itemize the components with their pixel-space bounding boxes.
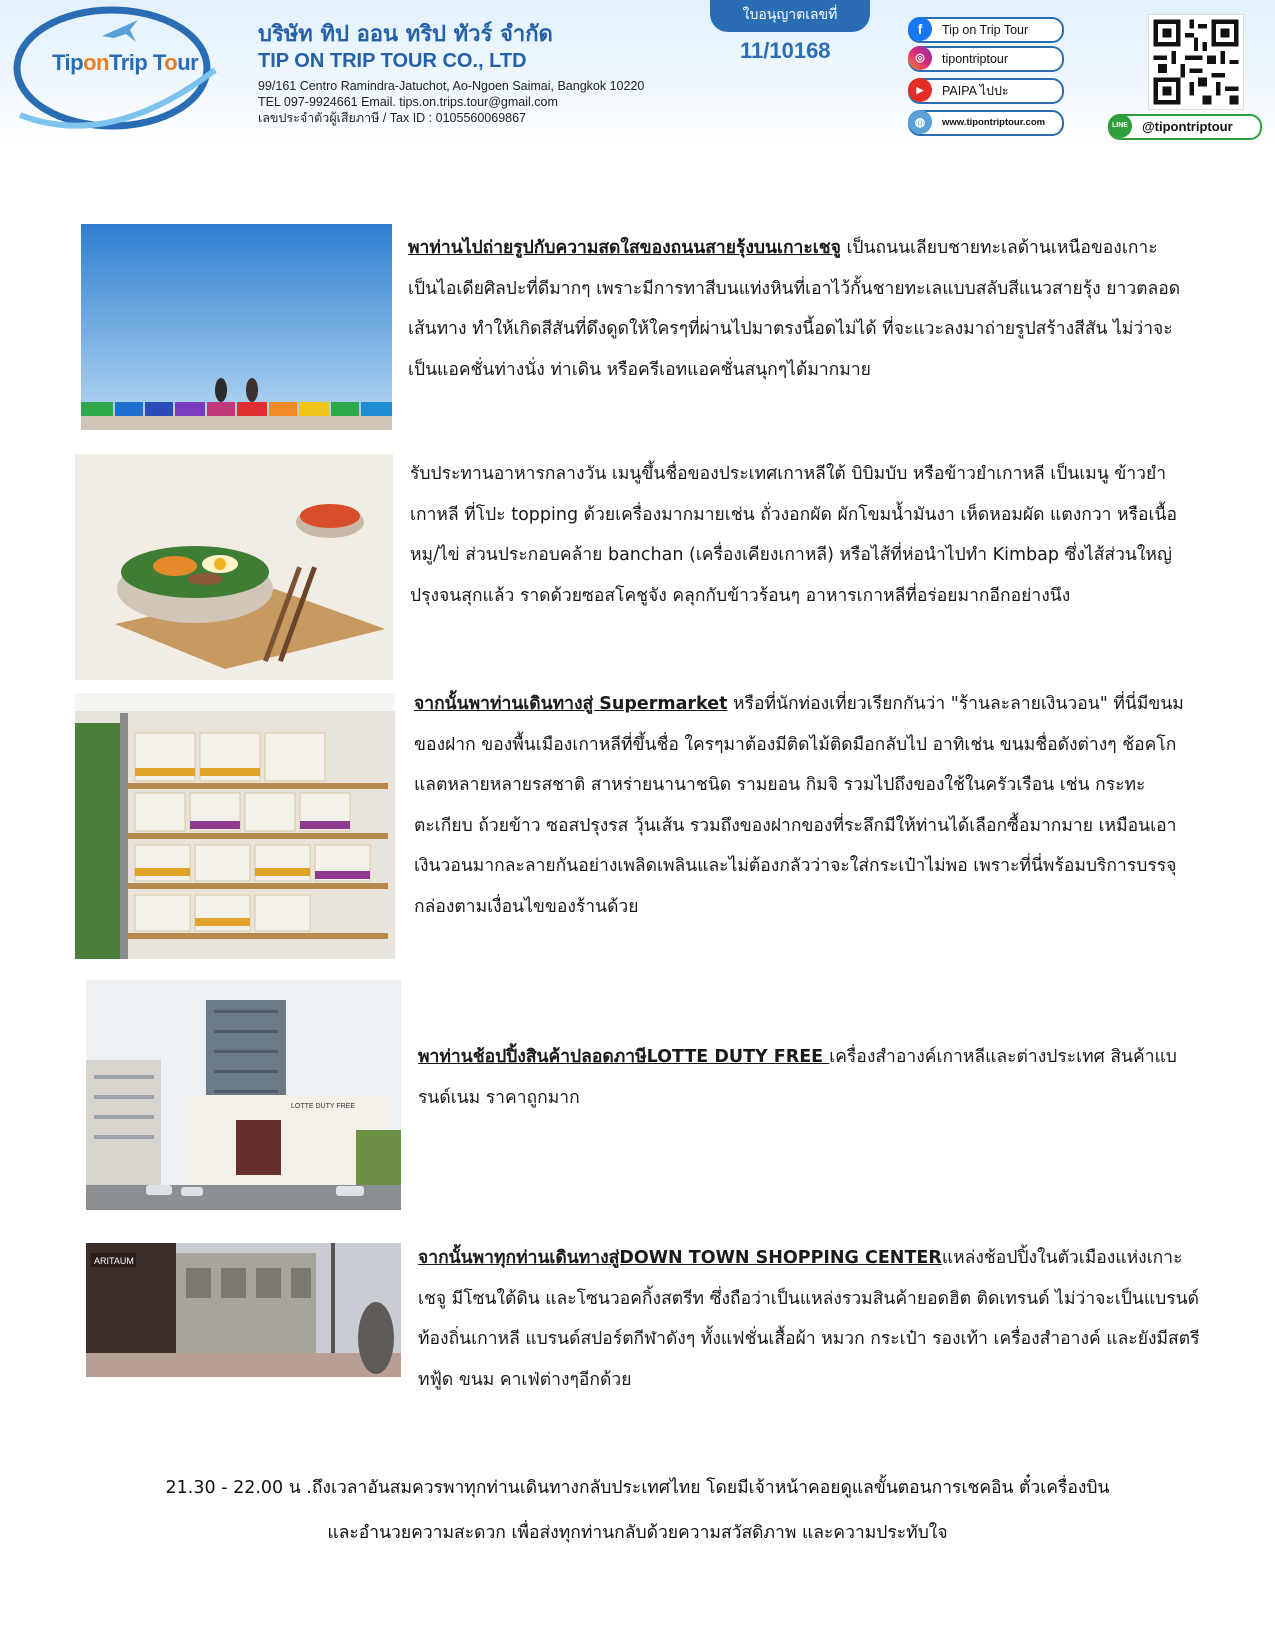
supermarket-photo	[75, 693, 395, 959]
license-number: 11/10168	[740, 38, 831, 63]
company-address-block	[258, 78, 644, 126]
duty-free-sign: LOTTE DUTY FREE	[291, 1103, 356, 1110]
company-name-thai: บริษัท ทิป ออน ทริป ทัวร์ จำกัด	[258, 22, 553, 47]
rainbow-road-photo	[81, 224, 392, 430]
license-label: ใบอนุญาตเลขที่	[710, 0, 870, 32]
line-link[interactable]: LINE @tipontriptour	[1108, 114, 1262, 140]
qr-code[interactable]	[1148, 14, 1244, 110]
address-line: 99/161 Centro Ramindra-Jatuchot, Ao-Ngoen Saimai, Bangkok 10220	[258, 79, 645, 93]
downtown-shopping-paragraph: จากนั้นพาทุกท่านเดินทางสู่DOWN TOWN SHOPPING CENTERแหล่งช้อปปิ้งในตัวเมืองแห่งเกาะเชจู มีโซนใต้ดิน และโซนวอคกิ้งสตรีท ซึ่งถือว่าเป็นแหล่งรวมสินค้ายอดฮิต ติดเทรนด์ ไม่ว่าจะเป็นแบรนด์ท้องถิ่นเกาหลี แบรนด์สปอร์ตกีฬาดังๆ ทั้งแฟชั่นเสื้อผ้า หมวก กระเป๋า รองเท้า เครื่องสำอางค์ และยังมีสตรีทฟู้ด ขนม คาเฟ่ต่างๆอีกด้วย	[418, 1248, 1200, 1390]
supermarket-paragraph: จากนั้นพาท่านเดินทางสู่ Supermarket หรือที่นักท่องเที่ยวเรียกกันว่า "ร้านละลายเงินวอน" ที่นี่มีขนม ของฝาก ของพื้นเมืองเกาหลีที่ขึ้นชื่อ ใครๆมาต้องมีติดไม้ติดมือกลับไป อาทิเช่น ขนมชื่อดังต่างๆ ช้อคโกแลตหลายหลายรสชาติ สาหร่ายนานาชนิด รามยอน กิมจิ รวมไปถึงของใช้ในครัวเรือน เช่น กระทะ ตะเกียบ ถ้วยข้าว ซอสปรุงรส วุ้นเส้น รวมถึงของฝากของที่ระลึกมีให้ท่านได้เลือกซื้อมากมาย เหมือนเอาเงินวอนมากละลายกันอย่างเพลิดเพลินและไม่ต้องกลัวว่าจะใส่กระเป๋าไม่พอ เพราะที่นี่พร้อมบริการบรรจุกล่องตามเงื่อนไขของร้านด้วย	[414, 694, 1184, 917]
lotte-duty-free-paragraph: พาท่านช้อปปิ้งสินค้าปลอดภาษีLOTTE DUTY FREE เครื่องสำอางค์เกาหลีและต่างประเทศ สินค้าแบรนด์เนม ราคาถูกมาก	[418, 1047, 1177, 1108]
instagram-link[interactable]: ◎ tipontriptour	[908, 46, 1064, 72]
lotte-duty-free-photo	[86, 980, 401, 1210]
bibimbap-photo	[75, 454, 393, 680]
youtube-link[interactable]: ▶ PAIPA ไปปะ	[908, 78, 1064, 104]
facebook-link[interactable]: f Tip on Trip Tour	[908, 17, 1064, 43]
downtown-shopping-photo	[86, 1243, 401, 1377]
instagram-icon: ◎	[908, 46, 932, 70]
section-heading: จากนั้นพาท่านเดินทางสู่ Supermarket	[414, 694, 728, 714]
youtube-icon: ▶	[908, 78, 932, 102]
closing-paragraph: 21.30 - 22.00 น .ถึงเวลาอันสมควรพาทุกท่านเดินทางกลับประเทศไทย โดยมีเจ้าหน้าคอยดูแลขั้นตอนการเชคอิน ตั๋วเครื่องบิน และอำนวยความสะดวก เพื่อส่งทุกท่านกลับด้วยความสวัสดิภาพ และความประทับใจ	[165, 1478, 1110, 1543]
bibimbap-paragraph: รับประทานอาหารกลางวัน เมนูขึ้นชื่อของประเทศเกาหลีใต้ บิบิมบับ หรือข้าวยำเกาหลี เป็นเมนู ข้าวยำเกาหลี ที่โปะ topping ด้วยเครื่องมากมายเช่น ถั่วงอกผัด ผักโขมน้ำมันงา เห็ดหอมผัด แตงกวา หรือเนื้อหมู/ไข่ ส่วนประกอบคล้าย banchan (เครื่องเคียงเกาหลี) หรือไส้ที่ห่อนำไปทำ Kimbap ซึ่งไส้ส่วนใหญ่ปรุงจนสุกแล้ว ราดด้วยซอสโคชูจัง คลุกกับข้าวร้อนๆ อาหารเกาหลีที่อร่อยมากอีกอย่างนึง	[410, 464, 1177, 606]
section-heading: พาท่านช้อปปิ้งสินค้าปลอดภาษีLOTTE DUTY FREE	[418, 1047, 830, 1067]
globe-icon: ◍	[908, 110, 932, 134]
contact-line: TEL 097-9924661 Email. tips.on.trips.tour@gmail.com	[258, 95, 558, 109]
tax-id-line: เลขประจำตัวผู้เสียภาษี / Tax ID : 0105560069867	[258, 111, 527, 125]
section-heading: จากนั้นพาทุกท่านเดินทางสู่DOWN TOWN SHOPPING CENTER	[418, 1248, 942, 1268]
company-name-english: TIP ON TRIP TOUR CO., LTD	[258, 50, 527, 72]
line-icon: LINE	[1108, 114, 1132, 138]
section-heading: พาท่านไปถ่ายรูปกับความสดใสของถนนสายรุ้งบนเกาะเชจู	[408, 238, 841, 258]
website-link[interactable]: ◍ www.tipontriptour.com	[908, 110, 1064, 136]
facebook-icon: f	[908, 17, 932, 41]
rainbow-road-paragraph: พาท่านไปถ่ายรูปกับความสดใสของถนนสายรุ้งบนเกาะเชจู เป็นถนนเลียบชายทะเลด้านเหนือของเกาะ เป็นไอเดียศิลปะที่ดีมากๆ เพราะมีการทาสีบนแท่งหินที่เอาไว้กั้นชายทะเลแบบสลับสีแนวสายรุ้ง ยาวตลอดเส้นทาง ทำให้เกิดสีสันที่ดึงดูดให้ใครๆที่ผ่านไปมาตรงนี้อดไม่ได้ ที่จะแวะลงมาถ่ายรูปสร้างสีสัน ไม่ว่าจะเป็นแอคชั่นท่างนั่ง ท่าเดิน หรือครีเอทแอคชั่นสนุกๆได้มากมาย	[408, 238, 1181, 380]
company-logo: TiponTrip Tour	[52, 50, 199, 75]
airplane-icon	[100, 16, 140, 46]
letterhead	[0, 0, 1275, 145]
store-sign: ARITAUM	[94, 1256, 134, 1266]
